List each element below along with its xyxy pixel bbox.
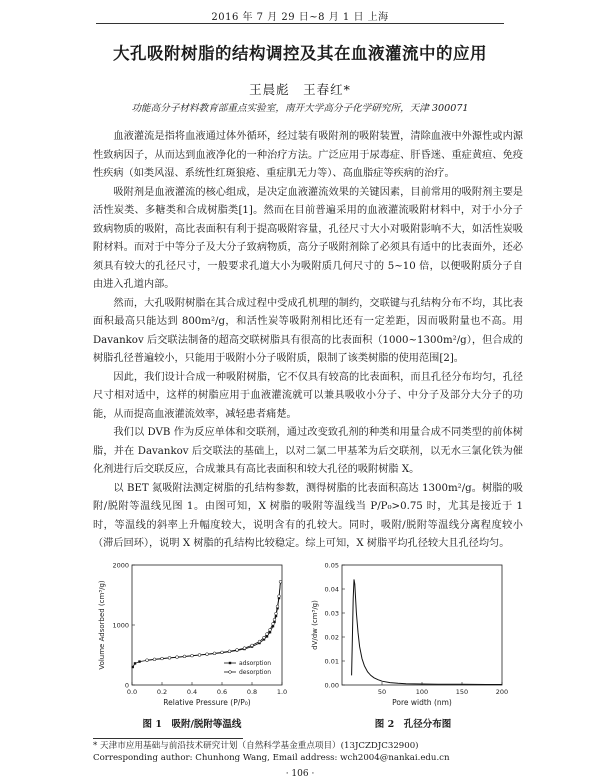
legend-label: desorption [239, 669, 272, 677]
paragraph: 我们以 DVB 作为反应单体和交联剂，通过改变致孔剂的种类和用量合成不同类型的前体树脂，并在 Davankov 后交联法的基础上，以对二氯二甲基苯为后交联剂，以无水三氯化铁为催化剂进行后交联反应，合成兼具有高比表面积和较大孔径的吸附树脂 X。 [93, 427, 523, 475]
header-rule [96, 23, 504, 24]
desorption-point [263, 636, 266, 639]
y-axis-label: dV/dw (cm³/g) [311, 600, 319, 650]
plot-frame [342, 565, 502, 685]
desorption-point [146, 659, 149, 662]
desorption-point [191, 654, 194, 657]
paragraph: 血液灌流是指将血液通过体外循环，经过装有吸附剂的吸附装置，清除血液中外源性或内源性致病因子，从而达到血液净化的一种治疗方法。广泛应用于尿毒症、肝昏迷、重症黄疸、免疫性疾病（如类风湿、系统性红斑狼疮、重症肌无力等）、高血脂症等疾病的治疗。 [93, 131, 523, 179]
desorption-point [279, 580, 282, 583]
x-tick-label: 0.0 [126, 688, 138, 696]
paragraph: 以 BET 氮吸附法测定树脂的孔结构参数，测得树脂的比表面积高达 1300m²/g。树脂的吸附/脱附等温线见图 1。由图可知，X 树脂的吸附等温线当 P/P₀>0.75 时，尤其是接近于 1 时，等温线的斜率上升幅度较大，说明含有的孔较大。同时，吸附/脱附等温线分离程度较小（滞后回环），说明 X 树脂的孔结构比较稳定。综上可知，X 树脂平均孔径较大且孔径均匀。 [93, 482, 523, 549]
footnote-funding: * 天津市应用基础与前沿技术研究计划（自然科学基金重点项目）(13JCZDJC32900) [93, 741, 419, 751]
adsorption-point [132, 666, 134, 668]
footnote-rule [93, 738, 243, 739]
desorption-point [153, 658, 156, 661]
x-tick-label: 50 [377, 688, 387, 696]
desorption-point [266, 633, 269, 636]
desorption-point [251, 644, 254, 647]
x-tick-label: 0.2 [156, 688, 168, 696]
body-text [93, 128, 523, 554]
affiliation: 功能高分子材料教育部重点实验室，南开大学高分子化学研究所，天津 300071 [131, 103, 469, 114]
y-tick-label: 0.02 [324, 633, 339, 642]
figure-2-pore-distribution-chart [308, 555, 513, 725]
legend-marker [229, 671, 232, 674]
desorption-point [275, 612, 278, 615]
desorption-point [176, 656, 179, 659]
x-tick-label: 1.0 [276, 688, 288, 696]
paper-title: 大孔吸附树脂的结构调控及其在血液灌流中的应用 [113, 44, 487, 63]
desorption-point [258, 640, 261, 643]
adsorption-point [134, 662, 136, 664]
paragraph: 然而，大孔吸附树脂在其合成过程中受成孔机理的制约，交联键与孔结构分布不均，其比表面积最高只能达到 800m²/g，和活性炭等吸附剂相比还有一定差距，因而吸附量也不高。用 Davankov 后交联法制备的超高交联树脂具有很高的比表面积（1000~1300m²/g），但合成的树脂孔径普遍较小，只能用于吸附小分子吸附质，限制了该类树脂的使用范围[2]。 [93, 297, 523, 364]
adsorption-point [138, 660, 140, 662]
x-tick-label: 100 [415, 688, 429, 696]
y-tick-label: 0.03 [324, 609, 339, 618]
y-tick-label: 2000 [112, 561, 129, 570]
desorption-point [278, 595, 281, 598]
y-axis-label: Volume Adsorbed (cm³/g) [98, 580, 106, 670]
desorption-point [273, 618, 276, 621]
legend-label: adsorption [239, 660, 272, 668]
desorption-point [168, 656, 171, 659]
x-tick-label: 150 [455, 688, 469, 696]
figure-1-isotherm-chart [92, 555, 292, 725]
y-tick-label: 0.05 [324, 561, 339, 570]
series-line-desorption [147, 582, 281, 660]
x-tick-label: 200 [495, 688, 509, 696]
desorption-point [161, 657, 164, 660]
desorption-point [183, 655, 186, 658]
figure-2-caption: 图 2 孔径分布图 [374, 719, 452, 730]
legend-marker [229, 662, 231, 664]
x-axis-label: Relative Pressure (P/P₀) [163, 698, 251, 707]
x-tick-label: 0.8 [246, 688, 258, 696]
desorption-point [272, 622, 275, 625]
y-tick-label: 1000 [112, 621, 129, 630]
desorption-point [213, 652, 216, 655]
desorption-point [276, 605, 279, 608]
paragraph: 因此，我们设计合成一种吸附树脂，它不仅具有较高的比表面积，而且孔径分布均匀，孔径尺寸相对适中，这样的树脂应用于血液灌流就可以兼具吸收小分子、中分子及部分大分子的功能，从而提高血液灌流效率，减轻患者痛楚。 [93, 371, 523, 420]
footnote [93, 740, 523, 764]
y-tick-label: 0 [124, 681, 129, 690]
footnote-corresponding: Corresponding author: Chunhong Wang, Email address: wch2004@nankai.edu.cn [93, 753, 450, 763]
desorption-point [269, 628, 272, 631]
y-tick-label: 0.00 [324, 681, 339, 690]
desorption-point [198, 654, 201, 657]
desorption-point [243, 647, 246, 650]
page-number: · 106 · [285, 769, 315, 779]
y-tick-label: 0.01 [324, 657, 339, 666]
figure-1-caption: 图 1 吸附/脱附等温线 [142, 719, 242, 730]
desorption-point [228, 650, 231, 653]
authors: 王晨彪 王春红* [249, 82, 351, 97]
desorption-point [221, 651, 224, 654]
y-tick-label: 0.04 [324, 585, 339, 594]
pore-distribution-line [352, 579, 502, 684]
paragraph: 吸附剂是血液灌流的核心组成，是决定血液灌流效果的关键因素，目前常用的吸附剂主要是活性炭类、多糖类和合成树脂类[1]。然而在目前普遍采用的血液灌流吸附材料中，对于小分子致病物质的吸附，高比表面积有利于提高吸附容量，孔径尺寸大小对吸附影响不大，如活性炭吸附材料。而对于中等分子及大分子致病物质，高分子吸附剂除了必须具有适中的比表面外，还必须具有较大的孔径尺寸，一般要求孔道大小为吸附质几何尺寸的 5~10 倍，以便吸附质分子自由进入孔道内部。 [93, 186, 523, 290]
desorption-point [206, 653, 209, 656]
desorption-point [236, 649, 239, 652]
x-axis-label: Pore width (nm) [392, 698, 452, 707]
x-tick-label: 0.6 [216, 688, 228, 696]
running-header: 2016 年 7 月 29 日~8 月 1 日 上海 [211, 12, 389, 23]
x-tick-label: 0.4 [186, 688, 198, 696]
